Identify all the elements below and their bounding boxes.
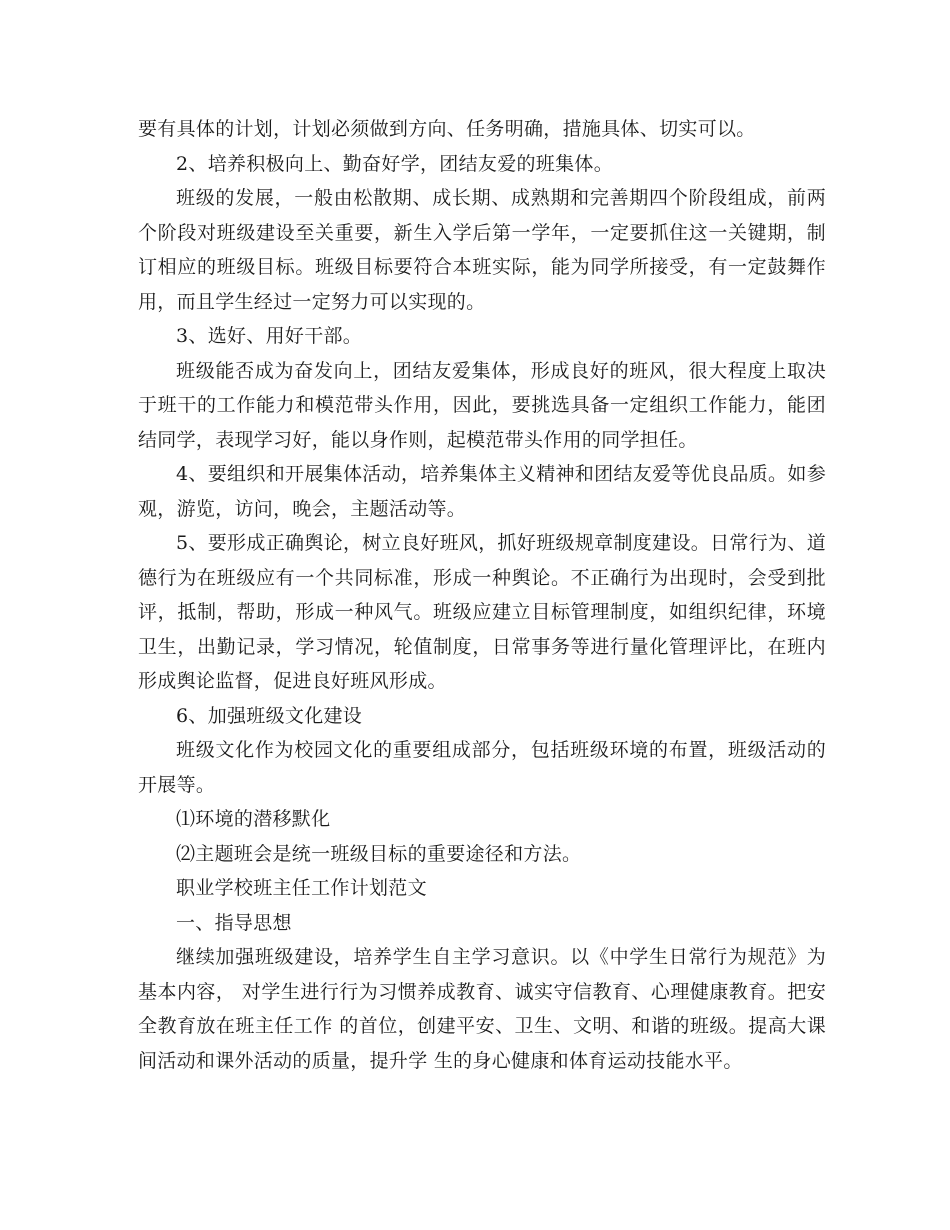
section-title: 职业学校班主任工作计划范文	[176, 877, 427, 899]
section-heading: 一、指导思想	[176, 911, 292, 934]
paragraph-9: 班级文化作为校园文化的重要组成部分，包括班级环境的布置，班级活动的开展等。	[138, 739, 826, 796]
paragraph-14: 继续加强班级建设，培养学生自主学习意识。以《中学生日常行为规范》为基本内容， 对学生进行行为习惯养成教育、诚实守信教育、心理健康教育。把安全教育放在班主任工作 的首位，创建平安、卫生、文明、和谐的班级。提高大课间活动和课外活动的质量，提升学 生的身心健康和体育运动技能水平。	[138, 946, 826, 1072]
paragraph-6: 4、要组织和开展集体活动，培养集体主义精神和团结友爱等优良品质。如参观，游览，访问，晚会，主题活动等。	[138, 463, 826, 520]
paragraph-5: 班级能否成为奋发向上，团结友爱集体，形成良好的班风，很大程度上取决于班干的工作能力和模范带头作用，因此，要挑选具备一定组织工作能力，能团结同学，表现学习好，能以身作则，起模范带头作用的同学担任。	[138, 359, 826, 451]
document-body	[138, 112, 826, 1078]
paragraph-4-heading: 3、选好、用好干部。	[176, 325, 363, 347]
paragraph-3: 班级的发展，一般由松散期、成长期、成熟期和完善期四个阶段组成，前两个阶段对班级建设至关重要，新生入学后第一学年，一定要抓住这一关键期，制订相应的班级目标。班级目标要符合本班实际，能为同学所接受，有一定鼓舞作用，而且学生经过一定努力可以实现的。	[138, 187, 826, 313]
paragraph-10-item: ⑴环境的潜移默化	[176, 808, 331, 830]
paragraph-7: 5、要形成正确舆论，树立良好班风，抓好班级规章制度建设。日常行为、道德行为在班级应有一个共同标准，形成一种舆论。不正确行为出现时，会受到批评，抵制，帮助，形成一种风气。班级应建立目标管理制度，如组织纪律，环境卫生，出勤记录，学习情况，轮值制度，日常事务等进行量化管理评比，在班内形成舆论监督，促进良好班风形成。	[138, 532, 826, 692]
paragraph-1: 要有具体的计划，计划必须做到方向、任务明确，措施具体、切实可以。	[138, 118, 756, 140]
paragraph-2-heading: 2、培养积极向上、勤奋好学，团结友爱的班集体。	[176, 152, 613, 175]
paragraph-8-heading: 6、加强班级文化建设	[176, 704, 363, 727]
paragraph-11-item: ⑵主题班会是统一班级目标的重要途径和方法。	[176, 842, 582, 865]
